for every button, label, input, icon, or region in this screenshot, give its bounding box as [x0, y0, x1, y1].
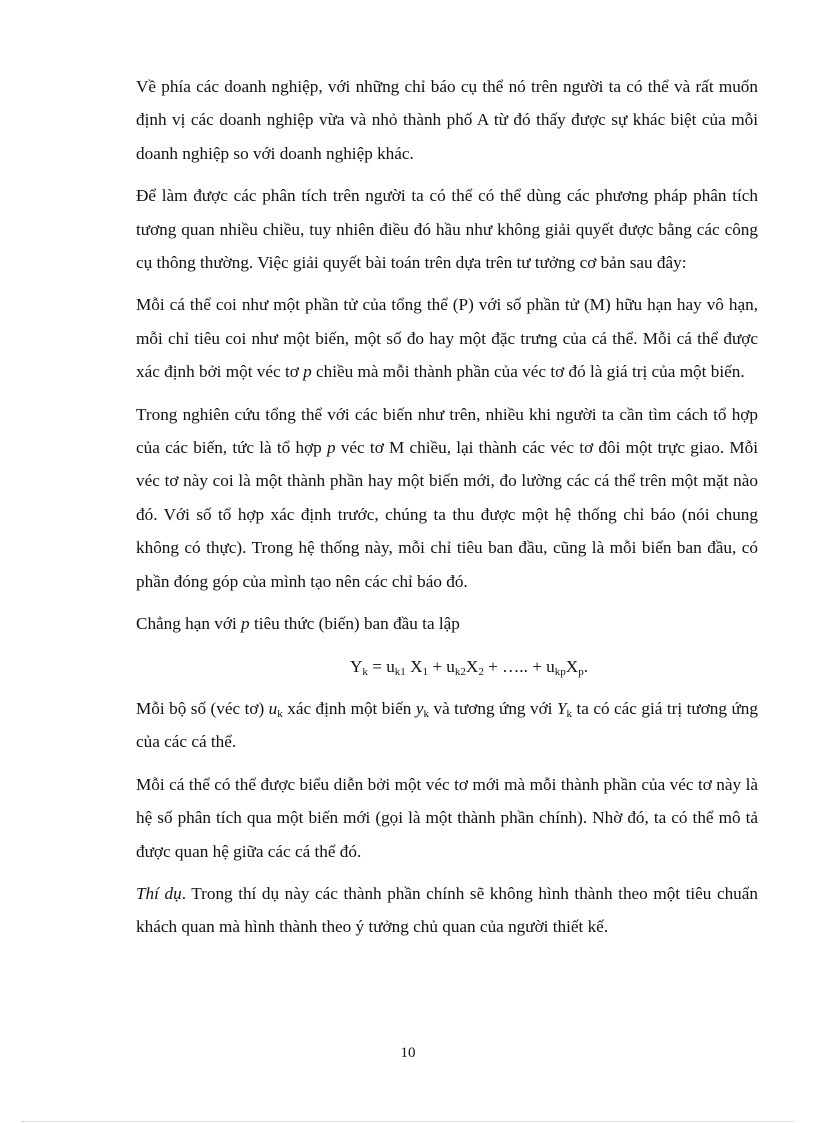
paragraph-6-text-b: xác định một biến [282, 698, 416, 718]
formula-eq: = u [367, 656, 395, 676]
paragraph-8 [136, 877, 758, 944]
formula-y: Y [349, 656, 363, 676]
variable-y-sub: k [423, 707, 429, 720]
formula-line [136, 650, 758, 683]
paragraph-4-text-a: Trong nghiên cứu tổng thể với các biến như trên, nhiều khi người ta cần tìm cách tổ hợp của các biến, tức là tổ hợp [136, 404, 758, 458]
paragraph-6-text-d: ta có các giá trị tương ứng của các cá thể. [136, 698, 758, 752]
paragraph-6 [136, 692, 758, 759]
paragraph-3 [136, 288, 758, 388]
paragraph-1 [136, 70, 758, 170]
paragraph-6-text-c: và tương ứng với [429, 698, 557, 718]
document-body [136, 70, 758, 944]
formula-x1-sub: 1 [422, 665, 429, 678]
variable-Y-sub: k [566, 707, 572, 720]
paragraph-4 [136, 398, 758, 598]
paragraph-2 [136, 179, 758, 279]
variable-y: y [415, 698, 424, 718]
paragraph-5 [136, 607, 758, 640]
formula-plus1: + u [428, 656, 455, 676]
variable-u-sub: k [277, 707, 283, 720]
formula-xp-sub: p [578, 665, 584, 678]
formula-y-sub: k [362, 665, 368, 678]
formula-xp: X [565, 656, 579, 676]
paragraph-5-text-b: tiêu thức (biến) ban đầu ta lập [249, 614, 460, 634]
paragraph-5-text-a: Chẳng hạn với [136, 614, 242, 634]
paragraph-4-text-b: véc tơ M chiều, lại thành các véc tơ đôi một trực giao. Mỗi véc tơ này coi là một thành phần hay một biến mới, đo lường các cá thể trên một mặt nào đó. Với số tổ hợp xác định trước, chúng ta thu được một hệ thống chỉ báo (nói chung không có thực). Trong hệ thống này, mỗi chỉ tiêu ban đầu, cũng là mỗi biến ban đầu, có phần đóng góp của mình tạo nên các chỉ báo đó. [136, 438, 758, 591]
paragraph-6-text-a: Mỗi bộ số (véc tơ) [136, 698, 269, 718]
variable-p: p [303, 362, 312, 382]
formula-x1: X [405, 656, 423, 676]
page-number: 10 [400, 1045, 416, 1061]
paragraph-3-text-b: chiều mà mỗi thành phần của véc tơ đó là giá trị của một biến. [311, 362, 745, 382]
formula-u1-sub: k1 [394, 665, 406, 678]
variable-p: p [327, 438, 336, 458]
formula-end: . [583, 656, 588, 676]
variable-p: p [241, 614, 250, 634]
paragraph-7 [136, 768, 758, 868]
formula-x2-sub: 2 [478, 665, 484, 678]
formula-dots: + ….. + u [483, 656, 555, 676]
paragraph-8-text: . Trong thí dụ này các thành phần chính sẽ không hình thành theo một tiêu chuẩn khách quan mà hình thành theo ý tưởng chủ quan của người thiết kế. [136, 883, 758, 937]
paragraph-2-text: Để làm được các phân tích trên người ta có thể có thể dùng các phương pháp phân tích tương quan nhiều chiều, tuy nhiên điều đó hầu như không giải quyết được bằng các công cụ thông thường. Việc giải quyết bài toán trên dựa trên tư tưởng cơ bản sau đây: [136, 186, 758, 273]
paragraph-7-text: Mỗi cá thể có thể được biểu diễn bởi một véc tơ mới mà mỗi thành phần của véc tơ này là hệ số phân tích qua một biến mới (gọi là một thành phần chính). Nhờ đó, ta có thể mô tả được quan hệ giữa các cá thể đó. [136, 774, 758, 861]
paragraph-3-text-a: Mỗi cá thể coi như một phần tử của tổng thể (P) với số phần tử (M) hữu hạn hay vô hạn, mỗi chỉ tiêu coi như một biến, một số đo hay một đặc trưng của cá thể. Mỗi cá thể được xác định bởi một véc tơ [136, 295, 758, 382]
formula-up-sub: kp [554, 665, 566, 678]
formula-x2: X [465, 656, 479, 676]
page-bottom-divider [22, 1121, 794, 1122]
variable-Y: Y [556, 698, 567, 718]
variable-u: u [268, 698, 278, 718]
formula-u2-sub: k2 [454, 665, 466, 678]
example-label: Thí dụ [136, 883, 182, 903]
paragraph-1-text: Về phía các doanh nghiệp, với những chỉ báo cụ thể nó trên người ta có thể và rất muốn định vị các doanh nghiệp vừa và nhỏ thành phố A từ đó thấy được sự khác biệt của mỗi doanh nghiệp so với doanh nghiệp khác. [136, 77, 758, 163]
